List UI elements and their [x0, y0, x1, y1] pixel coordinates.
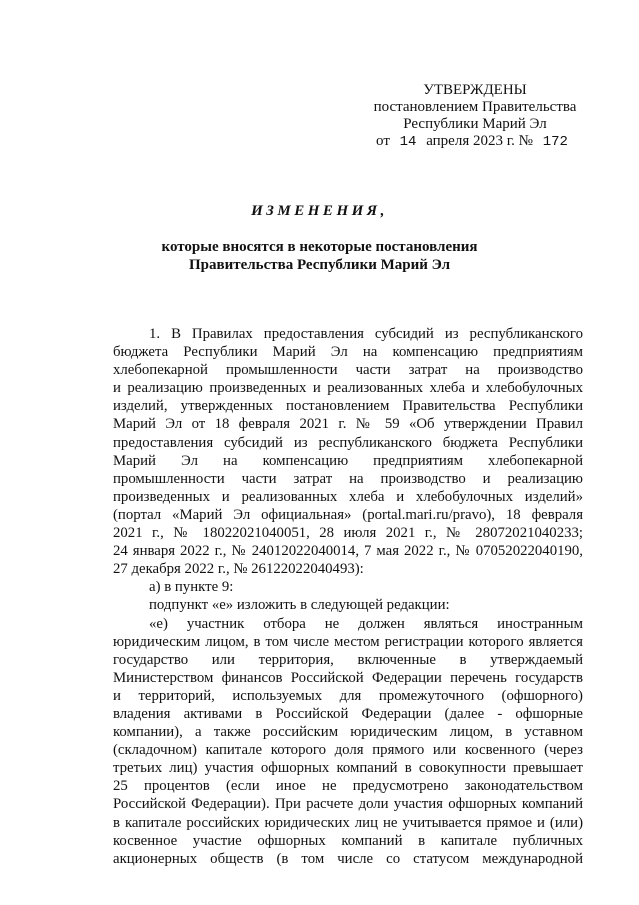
body-line: промышленности части затрат на производство и реализацию — [113, 470, 583, 487]
body-line: акционерных обществ (в том числе со статусом международной — [113, 850, 583, 867]
body-line: государство или территория, включенные в утверждаемый — [113, 651, 583, 668]
subheading-line-1: которые вносятся в некоторые постановления — [161, 239, 478, 255]
approval-date-prefix: от — [376, 133, 390, 149]
body-line: Марий Эл на компенсацию предприятиям хлебопекарной — [113, 452, 583, 469]
document-body — [113, 325, 583, 868]
body-line: третьих лиц) участия офшорных компаний в совокупности превышает — [113, 760, 583, 777]
approval-line-resolution: постановлением Правительства — [373, 99, 577, 115]
subheading-line-2: Правительства Республики Марий Эл — [188, 257, 451, 273]
body-line: (складочном) капитале которого доля прямого или косвенного (через — [113, 742, 583, 759]
body-line: 24 января 2022 г., № 24012022040014, 7 мая 2022 г., № 07052022040190, — [113, 543, 583, 560]
body-line: 2021 г., № 18022021040051, 28 июля 2021 г., № 28072021040233; — [113, 525, 583, 542]
body-line: изделий, утвержденных постановлением Правительства Республики — [113, 398, 583, 415]
body-line: подпункт «е» изложить в следующей редакции: — [149, 597, 450, 614]
body-line: произведенных и реализованных хлеба и хлебобулочных изделий» — [113, 488, 583, 505]
body-line: 25 процентов (если иное не предусмотрено законодательством — [113, 778, 583, 795]
approval-date-suffix: апреля 2023 г. № — [426, 133, 533, 149]
body-line: компании), а также российским юридическим лицом, в уставном — [113, 724, 583, 741]
body-line: а) в пункте 9: — [149, 579, 234, 596]
document-heading: ИЗМЕНЕНИЯ, — [251, 203, 388, 219]
body-line: владения активами в Российской Федерации (далее - офшорные — [113, 705, 583, 722]
body-line: бюджета Республики Марий Эл на компенсацию предприятиям — [113, 344, 583, 361]
body-line: предоставления субсидий из республиканского бюджета Республики — [113, 434, 583, 451]
approval-line-republic: Республики Марий Эл — [403, 116, 547, 132]
body-line: косвенное участие офшорных компаний в капитале публичных — [113, 832, 583, 849]
body-line: (портал «Марий Эл официальная» (portal.mari.ru/pravo), 18 февраля — [113, 506, 583, 523]
body-line: Министерством финансов Российской Федерации перечень государств — [113, 669, 583, 686]
approval-stamp — [360, 82, 590, 151]
body-line: 27 декабря 2022 г., № 26122022040493): — [113, 561, 364, 578]
body-line: 1. В Правилах предоставления субсидий из республиканского — [149, 326, 583, 342]
body-line: «е) участник отбора не должен являться иностранным — [149, 615, 583, 632]
body-line: и территорий, используемых для промежуточного (офшорного) — [113, 687, 583, 704]
approval-day: 14 — [399, 134, 417, 150]
body-line: Российской Федерации). При расчете доли участия офшорных компаний — [113, 796, 583, 813]
approval-number: 172 — [542, 134, 568, 150]
body-line: Марий Эл от 18 февраля 2021 г. № 59 «Об утверждении Правил — [113, 416, 583, 433]
body-line: в капитале российских юридических лиц не учитывается прямое и (или) — [113, 814, 583, 831]
approval-title: УТВЕРЖДЕНЫ — [423, 82, 527, 98]
body-line: и реализацию произведенных и реализованных хлеба и хлебобулочных — [113, 380, 583, 397]
body-line: юридическим лицом, в том числе местом регистрации которого является — [113, 633, 583, 650]
document-subheading — [0, 238, 639, 274]
body-line: хлебопекарной промышленности части затрат на производство — [113, 362, 583, 379]
approval-date-line — [360, 133, 590, 151]
